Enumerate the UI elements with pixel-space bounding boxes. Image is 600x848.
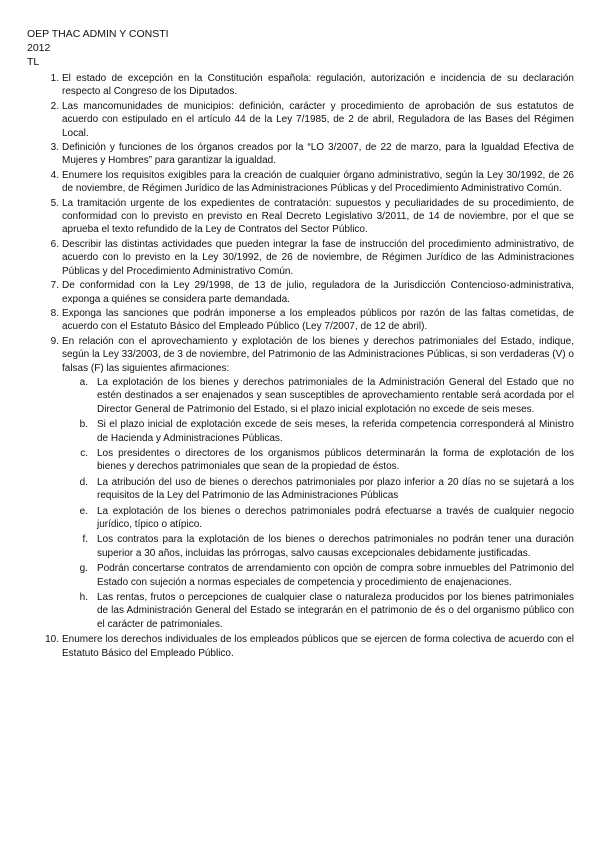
question-item bbox=[27, 238, 574, 278]
sub-item-text: La explotación de los bienes o derechos patrimoniales podrá efectuarse a través de cualquier negocio jurídico, típico o atípico. bbox=[97, 505, 574, 530]
question-item bbox=[27, 633, 574, 660]
sub-item-letter: b. bbox=[79, 419, 88, 431]
header-code: TL bbox=[27, 56, 40, 68]
sub-item bbox=[62, 418, 574, 445]
header-year: 2012 bbox=[27, 42, 51, 54]
question-number: 8. bbox=[50, 307, 59, 319]
sub-item bbox=[62, 562, 574, 589]
sub-item bbox=[62, 533, 574, 560]
sub-item-text: Podrán concertarse contratos de arrendamiento con opción de compra sobre inmuebles del Patrimonio del Estado con sujeción a normas especiales de competencia y procedimiento de enajenaciones. bbox=[97, 563, 574, 588]
question-item bbox=[27, 141, 574, 168]
question-number: 5. bbox=[50, 197, 59, 209]
question-text: De conformidad con la Ley 29/1998, de 13 de julio, reguladora de la Jurisdicción Contencioso-administrativa, exponga a quiénes se considera parte demandada. bbox=[62, 280, 574, 305]
question-item bbox=[27, 197, 574, 237]
question-text: Enumere los requisitos exigibles para la creación de cualquier órgano administrativo, según la Ley 30/1992, de 26 de noviembre, de Régimen Jurídico de las Administraciones Públicas y del Procedimiento Administrativo Común. bbox=[62, 169, 574, 195]
question-text: Enumere los derechos individuales de los empleados públicos que se ejercen de forma colectiva de acuerdo con el Estatuto Básico del Empleado Público. bbox=[62, 634, 574, 659]
question-number: 2. bbox=[50, 100, 59, 112]
question-text: Definición y funciones de los órganos creados por la “LO 3/2007, de 22 de marzo, para la Igualdad Efectiva de Mujeres y Hombres” para garantizar la igualdad. bbox=[62, 142, 574, 167]
sub-item-text: La explotación de los bienes y derechos patrimoniales de la Administración General del Estado que no estén destinados a ser enajenados y sean susceptibles de aprovechamiento rentable será acordada por el Director General de Patrimonio del Estado, si el plazo inicial explotación no excede de seis meses. bbox=[97, 376, 574, 415]
question-item bbox=[27, 169, 574, 196]
sub-item-letter: d. bbox=[79, 476, 88, 488]
sub-item-letter: e. bbox=[79, 505, 88, 517]
question-text: Las mancomunidades de municipios: definición, carácter y procedimiento de aprobación de sus estatutos de acuerdo con estipulado en el artículo 44 de la Ley 7/1985, de 2 de abril, Reguladora de las Bases del Régimen Local. bbox=[62, 100, 574, 139]
sub-item bbox=[62, 376, 574, 416]
question-number: 4. bbox=[50, 169, 59, 181]
sub-item-letter: g. bbox=[79, 563, 88, 575]
question-number: 10. bbox=[45, 634, 59, 646]
question-item bbox=[27, 72, 574, 99]
question-number: 6. bbox=[50, 238, 59, 250]
sub-item-letter: a. bbox=[79, 376, 88, 388]
question-text: Exponga las sanciones que podrán imponerse a los empleados públicos por razón de las faltas cometidas, de acuerdo con el Estatuto Básico del Empleado Público (Ley 7/2007, de 12 de abril). bbox=[62, 307, 574, 333]
sub-item-text: Las rentas, frutos o percepciones de cualquier clase o naturaleza producidos por los bienes patrimoniales de las Administración General del Estado se integrarán en el patrimonio de és o del organismo público con el carácter de patrimoniales. bbox=[97, 592, 574, 630]
sub-item-letter: f. bbox=[82, 534, 88, 546]
question-item bbox=[27, 335, 574, 632]
sub-item-text: La atribución del uso de bienes o derechos patrimoniales por plazo inferior a 20 días no se sujetará a los requisitos de la Ley del Patrimonio de las Administraciones Públicas bbox=[97, 476, 574, 502]
question-number: 1. bbox=[50, 73, 59, 84]
question-item bbox=[27, 279, 574, 306]
document-header bbox=[27, 27, 169, 69]
question-item bbox=[27, 100, 574, 140]
sub-item-text: Los contratos para la explotación de los bienes o derechos patrimoniales no podrán tener una duración superior a 30 años, incluidas las prórrogas, salvo causas excepcionales debidamente justificadas. bbox=[97, 534, 574, 559]
sub-item-text: Los presidentes o directores de los organismos públicos determinarán la forma de explotación de los bienes y derechos patrimoniales que sean de la propiedad de éstos. bbox=[97, 447, 574, 473]
sub-item-letter: c. bbox=[80, 447, 88, 459]
question-item bbox=[27, 307, 574, 334]
question-text: La tramitación urgente de los expedientes de contratación: supuestos y peculiaridades de su procedimiento, de conformidad con lo previsto en previsto en Real Decreto Legislativo 3/2011, de 14 de noviembre, por el que se aprueba el texto refundido de la Ley de Contratos del Sector Público. bbox=[62, 197, 574, 236]
sub-item-letter: h. bbox=[79, 592, 88, 604]
question-number: 9. bbox=[50, 335, 59, 347]
question-text: En relación con el aprovechamiento y explotación de los bienes y derechos patrimoniales del Estado, indique, según la Ley 33/2003, de 3 de noviembre, del Patrimonio de las Administraciones Públicas, si son verdaderas (V) o falsas (F) las siguientes afirmaciones: bbox=[62, 335, 574, 374]
question-number: 3. bbox=[50, 142, 59, 154]
sub-item bbox=[62, 591, 574, 631]
question-text: Describir las distintas actividades que pueden integrar la fase de instrucción del procedimiento administrativo, de acuerdo con lo previsto en la Ley 30/1992, de 26 de noviembre, de Régimen Jurídico de las Administraciones Públicas y del Procedimiento Administrativo Común. bbox=[62, 238, 574, 277]
sub-item bbox=[62, 447, 574, 474]
question-text: El estado de excepción en la Constitución española: regulación, autorización e incidencia de su declaración respecto al Congreso de los Diputados. bbox=[62, 73, 574, 98]
sub-item bbox=[62, 505, 574, 532]
question-list bbox=[27, 72, 574, 661]
question-number: 7. bbox=[50, 280, 59, 292]
sub-item-text: Si el plazo inicial de explotación excede de seis meses, la referida competencia corresponderá al Ministro de Hacienda y Administraciones Públicas. bbox=[97, 419, 574, 444]
sub-item bbox=[62, 476, 574, 503]
header-title: OEP THAC ADMIN Y CONSTI bbox=[27, 28, 169, 40]
